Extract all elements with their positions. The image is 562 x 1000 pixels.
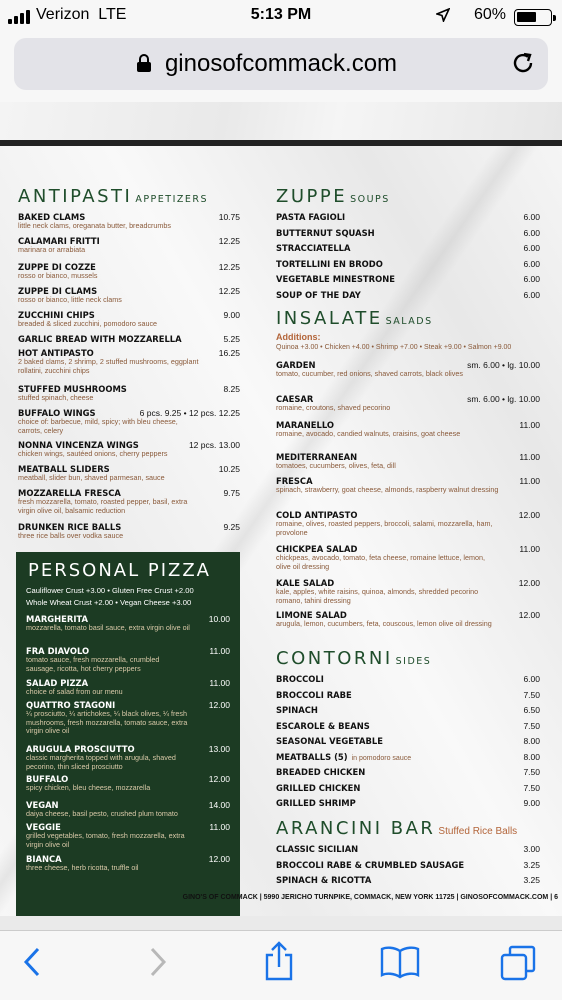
- menu-item: [26, 744, 230, 771]
- menu-item: [276, 510, 540, 537]
- item-name: SALAD PIZZA: [26, 678, 89, 688]
- item-price: 12.00: [208, 854, 230, 864]
- menu-item: [276, 360, 540, 379]
- marble-background: [0, 916, 562, 930]
- item-price: 7.50: [523, 782, 540, 793]
- item-description: marinara or arrabiata: [18, 245, 86, 254]
- item-name: HOT ANTIPASTO: [18, 348, 94, 358]
- item-name: QUATTRO STAGONI: [26, 700, 116, 710]
- menu-item: [18, 440, 240, 459]
- item-price: 12 pcs. 13.00: [188, 440, 240, 450]
- item-name: BUFFALO: [26, 774, 69, 784]
- item-description: mozzarella, tomato basil sauce, extra virgin olive oil: [26, 623, 190, 632]
- item-description: three rice balls over vodka sauce: [18, 531, 124, 540]
- carrier-label: Verizon LTE: [36, 6, 127, 23]
- item-name: STRACCIATELLA: [276, 243, 351, 253]
- item-price: 6 pcs. 9.25 • 12 pcs. 12.25: [139, 408, 240, 418]
- item-name: SPINACH: [276, 705, 318, 715]
- item-description: chickpeas, avocado, tomato, feta cheese, romaine lettuce, lemon, olive oil dressing: [276, 553, 485, 571]
- item-price: 9.75: [223, 488, 240, 498]
- item-name: BUTTERNUT SQUASH: [276, 227, 375, 238]
- item-description: tomato sauce, fresh mozzarella, crumbled sausage, ricotta, hot cherry peppers: [26, 655, 160, 673]
- item-name: CAESAR: [276, 394, 314, 404]
- menu-item: [276, 243, 540, 253]
- item-price: 13.00: [208, 744, 230, 754]
- item-price: 9.00: [223, 310, 240, 320]
- item-name: VEGGIE: [26, 822, 61, 832]
- item-name: ZUPPE DI COZZE: [18, 262, 96, 272]
- item-description: arugula, lemon, cucumbers, feta, couscous, lemon olive oil dressing: [276, 619, 492, 628]
- item-name: GARLIC BREAD WITH MOZZARELLA: [18, 334, 182, 344]
- item-price: 10.00: [208, 614, 230, 624]
- reload-icon[interactable]: [510, 50, 536, 76]
- item-name: BROCCOLI RABE: [276, 689, 352, 700]
- item-price: 11.00: [209, 646, 230, 656]
- item-name: BROCCOLI: [276, 674, 324, 684]
- bookmarks-icon[interactable]: [380, 945, 420, 979]
- item-description: breaded & sliced zucchini, pomodoro sauce: [18, 319, 158, 328]
- item-price: 7.50: [523, 720, 540, 731]
- pizza-title: PERSONAL PIZZA: [28, 560, 211, 581]
- item-price: sm. 6.00 • lg. 10.00: [467, 360, 540, 370]
- menu-item: [26, 854, 230, 873]
- item-description: three cheese, herb ricotta, truffle oil: [26, 863, 139, 872]
- item-price: 11.00: [519, 476, 540, 486]
- battery-percent: 60%: [473, 6, 506, 23]
- item-name: SEASONAL VEGETABLE: [276, 736, 383, 746]
- item-price: 12.00: [208, 774, 230, 784]
- item-price: 6.00: [523, 274, 540, 284]
- forward-icon[interactable]: [146, 945, 168, 979]
- item-price: 11.00: [519, 544, 540, 554]
- menu-item: [276, 705, 540, 715]
- item-price: 6.00: [523, 289, 540, 300]
- item-price: 8.00: [523, 736, 540, 746]
- menu-item: [276, 783, 540, 793]
- item-name: BUFFALO WINGS: [18, 408, 96, 418]
- item-name: VEGETABLE MINESTRONE: [276, 274, 395, 284]
- arancini-title: ARANCINI BAR Stuffed Rice Balls: [276, 818, 518, 839]
- item-description: kale, apples, white raisins, quinoa, almonds, shredded pecorino romano, tahini dressing: [276, 587, 479, 605]
- item-description: choice of salad from our menu: [26, 687, 123, 696]
- item-name: ARUGULA PROSCIUTTO: [26, 744, 135, 754]
- item-price: 12.00: [518, 610, 540, 620]
- item-price: 6.00: [523, 227, 540, 238]
- item-price: 11.00: [519, 420, 540, 430]
- item-name: GRILLED SHRIMP: [276, 798, 356, 808]
- additions-label: Additions:: [276, 332, 321, 342]
- menu-item: [18, 334, 240, 344]
- item-name: SPINACH & RICOTTA: [276, 875, 372, 885]
- item-description: rosso or bianco, mussels: [18, 271, 98, 280]
- share-icon[interactable]: [264, 941, 294, 981]
- item-description: choice of: barbecue, mild, spicy; with bleu cheese, carrots, celery: [18, 417, 178, 435]
- menu-item: [26, 700, 230, 736]
- item-name: MEATBALLS (5): [276, 751, 348, 762]
- item-price: 16.25: [218, 348, 240, 358]
- item-price: 7.50: [523, 689, 540, 700]
- item-price: 12.00: [518, 578, 540, 588]
- item-price: 3.25: [523, 859, 540, 870]
- menu-item: [276, 476, 540, 495]
- menu-item: [18, 236, 240, 255]
- browser-toolbar: [0, 930, 562, 1000]
- item-description: spinach, strawberry, goat cheese, almonds, raspberry walnut dressing: [276, 485, 499, 494]
- item-price: 3.25: [523, 875, 540, 885]
- item-description: fresh mozzarella, tomato, roasted pepper, basil, extra virgin olive oil, balsamic reduction: [18, 497, 188, 515]
- item-name: PASTA FAGIOLI: [276, 212, 346, 222]
- address-bar[interactable]: [14, 38, 548, 90]
- item-name: DRUNKEN RICE BALLS: [18, 522, 122, 532]
- item-description: daiya cheese, basil pesto, crushed plum tomato: [26, 809, 178, 818]
- menu-item: [18, 310, 240, 329]
- battery-icon: [514, 9, 552, 26]
- location-arrow-icon: [436, 8, 450, 22]
- menu-item: [276, 721, 540, 731]
- item-price: 6.00: [523, 212, 540, 222]
- item-price: 10.25: [218, 464, 240, 474]
- menu-item: [276, 452, 540, 471]
- status-bar: [0, 0, 562, 32]
- item-price: 11.00: [519, 452, 540, 462]
- item-name: TORTELLINI EN BRODO: [276, 258, 383, 269]
- menu-item: [276, 212, 540, 222]
- item-name: FRA DIAVOLO: [26, 646, 90, 656]
- menu-item: [26, 774, 230, 793]
- menu-item: [26, 822, 230, 849]
- menu-item: [276, 259, 540, 269]
- menu-item: [26, 646, 230, 673]
- menu-item: [26, 800, 230, 819]
- item-price: 9.00: [523, 798, 540, 808]
- item-description: tomato, cucumber, red onions, shaved carrots, black olives: [276, 369, 463, 378]
- back-icon[interactable]: [22, 945, 44, 979]
- item-price: 9.25: [223, 522, 240, 532]
- menu-item: [276, 578, 540, 605]
- item-name: SOUP OF THE DAY: [276, 289, 361, 300]
- menu-item: [276, 767, 540, 777]
- menu-item: [276, 394, 540, 413]
- zuppe-title: ZUPPE SOUPS: [276, 186, 390, 207]
- item-price: 12.25: [218, 286, 240, 296]
- item-name: MEDITERRANEAN: [276, 452, 358, 462]
- item-name: MARANELLO: [276, 420, 334, 430]
- item-price: 11.00: [209, 678, 230, 688]
- menu-item: [276, 420, 540, 439]
- item-description: spicy chicken, bleu cheese, mozzarella: [26, 783, 151, 792]
- item-price: 14.00: [208, 800, 230, 810]
- item-name: KALE SALAD: [276, 578, 335, 588]
- item-name: FRESCA: [276, 476, 313, 486]
- menu-item: [18, 408, 240, 435]
- item-price: 6.50: [523, 705, 540, 715]
- item-price: 12.25: [218, 262, 240, 272]
- item-price: 6.00: [523, 674, 540, 684]
- item-name: ESCAROLE & BEANS: [276, 720, 370, 731]
- menu-item: [18, 286, 240, 305]
- menu-page: [0, 146, 562, 916]
- item-price: 6.00: [523, 243, 540, 253]
- item-description: chicken wings, sautéed onions, cherry peppers: [18, 449, 168, 458]
- item-price: sm. 6.00 • lg. 10.00: [467, 394, 540, 404]
- item-name: MARGHERITA: [26, 614, 88, 624]
- menu-item: [18, 488, 240, 515]
- item-name: CALAMARI FRITTI: [18, 236, 100, 246]
- item-name: BIANCA: [26, 854, 62, 864]
- item-name: GARDEN: [276, 360, 316, 370]
- item-name: GRILLED CHICKEN: [276, 782, 361, 793]
- item-price: 11.00: [209, 822, 230, 832]
- item-price: 8.25: [223, 384, 240, 394]
- menu-item: [18, 464, 240, 483]
- item-name: MEATBALL SLIDERS: [18, 464, 110, 474]
- marble-background: [0, 102, 562, 140]
- item-name: LIMONE SALAD: [276, 610, 347, 620]
- item-name: CLASSIC SICILIAN: [276, 844, 359, 854]
- menu-item: [276, 274, 540, 284]
- menu-item: [276, 798, 540, 808]
- pizza-crust-note: Cauliflower Crust +3.00 • Gluten Free Crust +2.00: [26, 586, 194, 595]
- item-price: 7.50: [523, 767, 540, 777]
- item-name: ZUPPE DI CLAMS: [18, 286, 98, 296]
- menu-item: [276, 290, 540, 300]
- menu-item: [276, 610, 540, 629]
- menu-item: [276, 690, 540, 700]
- item-name: BREADED CHICKEN: [276, 767, 366, 777]
- menu-item: [26, 614, 230, 633]
- item-name: VEGAN: [26, 800, 59, 810]
- item-name: BROCCOLI RABE & CRUMBLED SAUSAGE: [276, 859, 465, 870]
- url-text: ginosofcommack.com: [164, 50, 398, 77]
- item-description: stuffed spinach, cheese: [18, 393, 94, 402]
- menu-item: [276, 860, 540, 870]
- item-name: NONNA VINCENZA WINGS: [18, 440, 139, 450]
- item-price: 12.00: [208, 700, 230, 710]
- menu-item: [18, 212, 240, 231]
- item-price: 6.00: [523, 258, 540, 269]
- tabs-icon[interactable]: [500, 945, 536, 981]
- item-description: classic margherita topped with arugula, shaved pecorino, thin sliced prosciutto: [26, 753, 176, 771]
- item-description: 2 baked clams, 2 shrimp, 2 stuffed mushrooms, eggplant rollatini, zucchini chips: [18, 357, 199, 375]
- menu-item: [276, 875, 540, 885]
- item-price: 5.25: [223, 334, 240, 344]
- contorni-title: CONTORNI SIDES: [276, 648, 432, 669]
- browser-header: [0, 32, 562, 102]
- item-description: romaine, olives, roasted peppers, broccoli, salami, mozzarella, ham, provolone: [276, 519, 493, 537]
- menu-item: [276, 674, 540, 684]
- item-description: romaine, croutons, shaved pecorino: [276, 403, 391, 412]
- item-name: BAKED CLAMS: [18, 212, 86, 222]
- item-name: COLD ANTIPASTO: [276, 510, 358, 520]
- item-price: 3.00: [523, 844, 540, 854]
- item-description: meatball, slider bun, shaved parmesan, sauce: [18, 473, 165, 482]
- menu-item: [276, 844, 540, 854]
- item-price: 10.75: [218, 212, 240, 222]
- menu-item: [276, 752, 540, 764]
- item-name: CHICKPEA SALAD: [276, 544, 358, 554]
- item-price: 12.00: [518, 510, 540, 520]
- menu-item: [18, 522, 240, 541]
- insalate-title: INSALATE SALADS: [276, 308, 433, 329]
- item-name: ZUCCHINI CHIPS: [18, 310, 95, 320]
- menu-item: [18, 384, 240, 403]
- menu-item: [18, 262, 240, 281]
- menu-item: [26, 678, 230, 697]
- item-description: little neck clams, oreganata butter, breadcrumbs: [18, 221, 172, 230]
- pizza-crust-note: Whole Wheat Crust +2.00 • Vegan Cheese +3.00: [26, 598, 192, 607]
- menu-footer: GINO'S OF COMMACK | 5990 JERICHO TURNPIKE, COMMACK, NEW YORK 11725 | GINOSOFCOMMACK.COM | 6: [182, 894, 558, 901]
- item-description: rosso or bianco, little neck clams: [18, 295, 122, 304]
- menu-item: [276, 544, 540, 571]
- item-name: STUFFED MUSHROOMS: [18, 384, 127, 394]
- menu-item: [276, 228, 540, 238]
- additions-text: Quinoa +3.00 • Chicken +4.00 • Shrimp +7.00 • Steak +9.00 • Salmon +9.00: [276, 344, 512, 351]
- item-description: tomatoes, cucumbers, olives, feta, dill: [276, 461, 396, 470]
- item-description: ¼ prosciutto, ¼ artichokes, ¼ black olives, ¼ fresh mushrooms, fresh mozzarella, tomato sauce, extra virgin olive oil: [26, 709, 188, 735]
- item-description: romaine, avocado, candied walnuts, craisins, goat cheese: [276, 429, 461, 438]
- item-description: grilled vegetables, tomato, fresh mozzarella, extra virgin olive oil: [26, 831, 185, 849]
- item-price: 12.25: [218, 236, 240, 246]
- antipasti-title: ANTIPASTI APPETIZERS: [18, 186, 209, 207]
- menu-item: [18, 348, 240, 375]
- item-name: MOZZARELLA FRESCA: [18, 488, 121, 498]
- clock: 5:13 PM: [250, 6, 312, 23]
- item-price: 8.00: [523, 751, 540, 762]
- menu-item: [276, 736, 540, 746]
- item-extra: in pomodoro sauce: [351, 754, 412, 762]
